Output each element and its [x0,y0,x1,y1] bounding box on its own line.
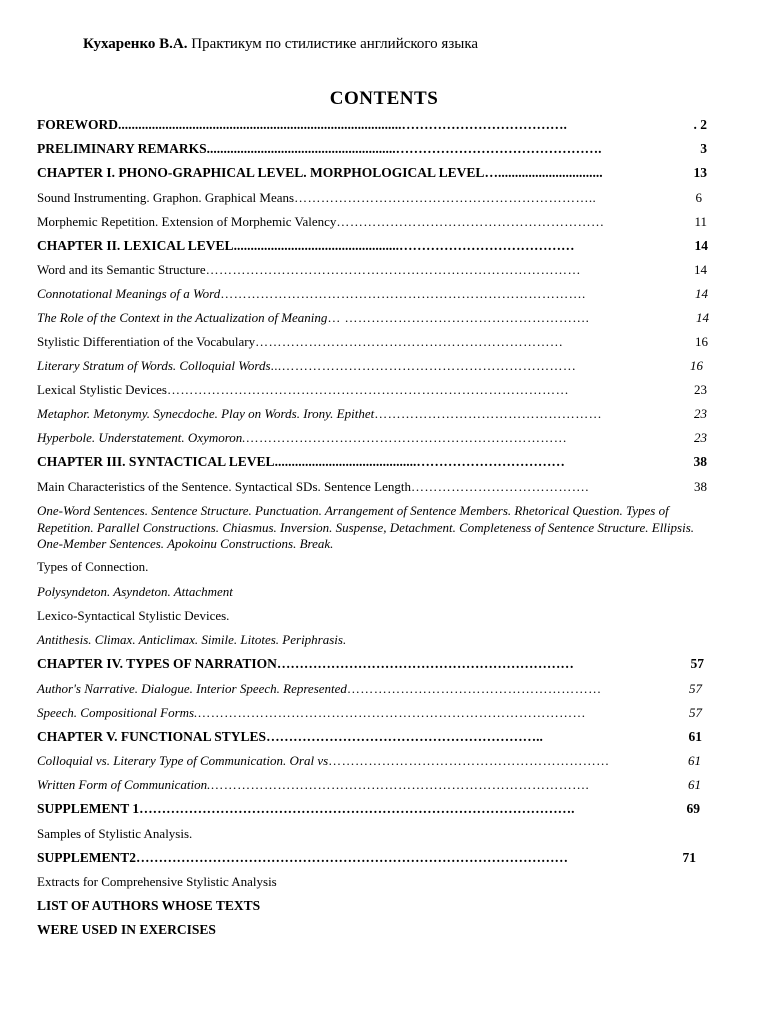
toc-entry [37,429,707,447]
toc-entry-chapter-2 [37,237,708,255]
toc-entry-dots: ………………………………………………………………………. [220,286,586,301]
toc-entry-dots: ...………………………………………………………… [270,358,577,373]
toc-entry-label: The Role of the Context in the Actualization of Meaning [37,310,328,325]
toc-entry-dots: ....................................................................................………………………………. [118,117,567,132]
toc-entry [37,357,703,375]
toc-entry-label: PRELIMINARY REMARKS [37,141,207,156]
toc-entry-page: 71 [682,850,696,865]
toc-entry-dots: …………………………………………………………… [255,334,564,349]
toc-entry-dots: ………………………………………………………………………… [205,262,581,277]
toc-entry [37,752,701,770]
toc-entry-dots: ………………………………………………………… [276,656,574,671]
contents-title: CONTENTS [329,88,439,109]
toc-entry-page: 38 [694,479,707,494]
toc-entry-dots: ……………………………………………………… [328,753,610,768]
toc-entry-label: Samples of Stylistic Analysis. [37,826,193,841]
toc-entry-dots: …………………………………………………………………………. [210,777,590,792]
toc-entry-dots: …………………………………………………………………………… [197,705,586,720]
toc-entry-page: 14 [695,286,708,301]
toc-entry-label: Speech. Compositional Forms. [37,705,198,720]
toc-entry-page: 6 [695,190,702,205]
toc-entry-preliminary-remarks [37,140,707,158]
toc-entry-label: Metaphor. Metonymy. Synecdoche. Play on Words. Irony. Epithet [37,406,375,421]
toc-entry [37,381,707,399]
toc-entry-page: 57 [690,656,704,671]
toc-entry-dots: …………………………………………………………………………………… [136,850,569,865]
toc-entry-page: 23 [694,430,707,445]
toc-entry-label: Word and its Semantic Structure [37,262,206,277]
toc-entry [37,825,192,843]
toc-entry-dots: …………………………………………………… [336,214,605,229]
toc-entry [37,213,707,231]
toc-entry-label: Colloquial vs. Literary Type of Communication. Oral vs [37,753,329,768]
toc-entry-page: 14 [696,310,709,325]
document-header [83,36,478,53]
toc-entry-page: 57 [689,705,702,720]
toc-entry-dots: …………………………………………………….. [266,729,543,744]
toc-entry-dots: .................................................………………………………… [233,238,575,253]
toc-entry-dots: …………………………………. [411,479,589,494]
toc-entry-dots: … ………………………………………………. [327,310,590,325]
toc-entry [37,478,707,496]
toc-entry-dots: …............................... [484,165,603,180]
toc-entry-page: 13 [693,165,707,180]
toc-entry [37,607,229,625]
header-author: Кухаренко В.А. [83,36,188,52]
toc-entry-dots: ……………………………………………………………………………………. [139,801,575,816]
toc-entry-label: LIST OF AUTHORS WHOSE TEXTS [37,898,261,913]
toc-entry [37,776,701,794]
toc-entry-label: Literary Stratum of Words. Colloquial Words [37,358,271,373]
toc-entry-page: 61 [688,777,701,792]
toc-entry-page: 16 [690,358,703,373]
toc-entry-dots: ………………………………………………… [346,681,602,696]
toc-entry-label: CHAPTER IV. TYPES OF NARRATION [37,656,277,671]
toc-entry-page: 38 [693,454,707,469]
toc-entry-page: 3 [700,141,707,156]
toc-entry-label: Lexico-Syntactical Stylistic Devices. [37,608,230,623]
toc-entry [37,285,708,303]
toc-entry-dots: …………………………………………… [374,406,603,421]
toc-entry-label: WERE USED IN EXERCISES [37,922,216,937]
toc-entry-page: 23 [694,406,707,421]
toc-entry-supplement-1 [37,800,700,818]
toc-entry-label: CHAPTER I. PHONO-GRAPHICAL LEVEL. MORPHOLOGICAL LEVEL [37,165,485,180]
toc-entry-page: . 2 [693,117,707,132]
header-book-title: Практикум по стилистике английского языка [191,36,479,52]
toc-entry-page: 16 [695,334,708,349]
toc-entry-page: 61 [688,753,701,768]
toc-entry-label: Antithesis. Climax. Anticlimax. Simile. Litotes. Periphrasis. [37,632,347,647]
toc-entry-page: 57 [689,681,702,696]
toc-entry-chapter-5 [37,728,702,746]
toc-entry [37,261,707,279]
toc-entry [37,873,277,891]
toc-entry-list-of-authors-cont [37,921,216,939]
toc-entry-chapter-3 [37,453,707,471]
toc-entry-label: Morphemic Repetition. Extension of Morphemic Valency [37,214,337,229]
toc-entry-label: Polysyndeton. Asyndeton. Attachment [37,584,233,599]
toc-entry-page: 14 [694,262,707,277]
toc-entry-label: Main Characteristics of the Sentence. Syntactical SDs. Sentence Length [37,479,411,494]
toc-entry-label: Written Form of Communication. [37,777,211,792]
toc-entry-label: CHAPTER V. FUNCTIONAL STYLES [37,729,267,744]
toc-entry [37,583,233,601]
toc-entry-label: CHAPTER II. LEXICAL LEVEL [37,238,234,253]
toc-entry [37,680,702,698]
toc-entry-label: Hyperbole. Understatement. Oxymoron. [37,430,246,445]
toc-entry-dots: ……………………………………………………………………………… [166,382,569,397]
toc-entry-label: SUPPLEMENT 1 [37,801,140,816]
toc-entry-label: Types of Connection. [37,559,149,574]
toc-entry-dots: ..........................................…………………………… [274,454,565,469]
toc-entry-label: Connotational Meanings of a Word [37,286,221,301]
toc-entry-label: SUPPLEMENT2 [37,850,137,865]
toc-entry-label: Lexical Stylistic Devices [37,382,167,397]
toc-entry-label: CHAPTER III. SYNTACTICAL LEVEL [37,454,275,469]
toc-entry [37,405,707,423]
toc-entry-label: Author's Narrative. Dialogue. Interior Speech. Represented [37,681,347,696]
toc-entry-page: 69 [686,801,700,816]
toc-entry [37,631,346,649]
toc-entry-chapter-4 [37,655,704,673]
toc-subtopics-paragraph: One-Word Sentences. Sentence Structure. Punctuation. Arrangement of Sentence Members. Rhetorical Question. Types of Repetition. Parallel Constructions. Chiasmus. Inversion. Suspense, Detachment. Completeness of Sentence Structure. Ellipsis. One-Member Sentences. Apokoinu Constructions. Break. [37,503,695,551]
toc-entry-label: Stylistic Differentiation of the Vocabulary [37,334,256,349]
toc-entry [37,309,709,327]
toc-entry-label: Extracts for Comprehensive Stylistic Analysis [37,874,277,889]
toc-entry-page: 61 [688,729,702,744]
toc-entry-page: 11 [694,214,707,229]
toc-entry [37,333,708,351]
toc-entry-page: 14 [694,238,708,253]
toc-entry-dots: ………………………………………………………….. [294,190,597,205]
toc-entry [37,704,702,722]
toc-entry-supplement-2 [37,849,696,867]
toc-entry-foreword [37,116,707,134]
toc-entry-dots: ……………………………………………………………… [245,430,568,445]
toc-entry-list-of-authors [37,897,260,915]
toc-entry-page: 23 [694,382,707,397]
toc-entry [37,189,702,207]
toc-entry-label: FOREWORD [37,117,118,132]
toc-entry [37,558,148,576]
toc-entry-chapter-1 [37,164,707,182]
toc-entry-label: Sound Instrumenting. Graphon. Graphical Means [37,190,295,205]
toc-entry-dots: ........................................................………………………………………. [206,141,602,156]
